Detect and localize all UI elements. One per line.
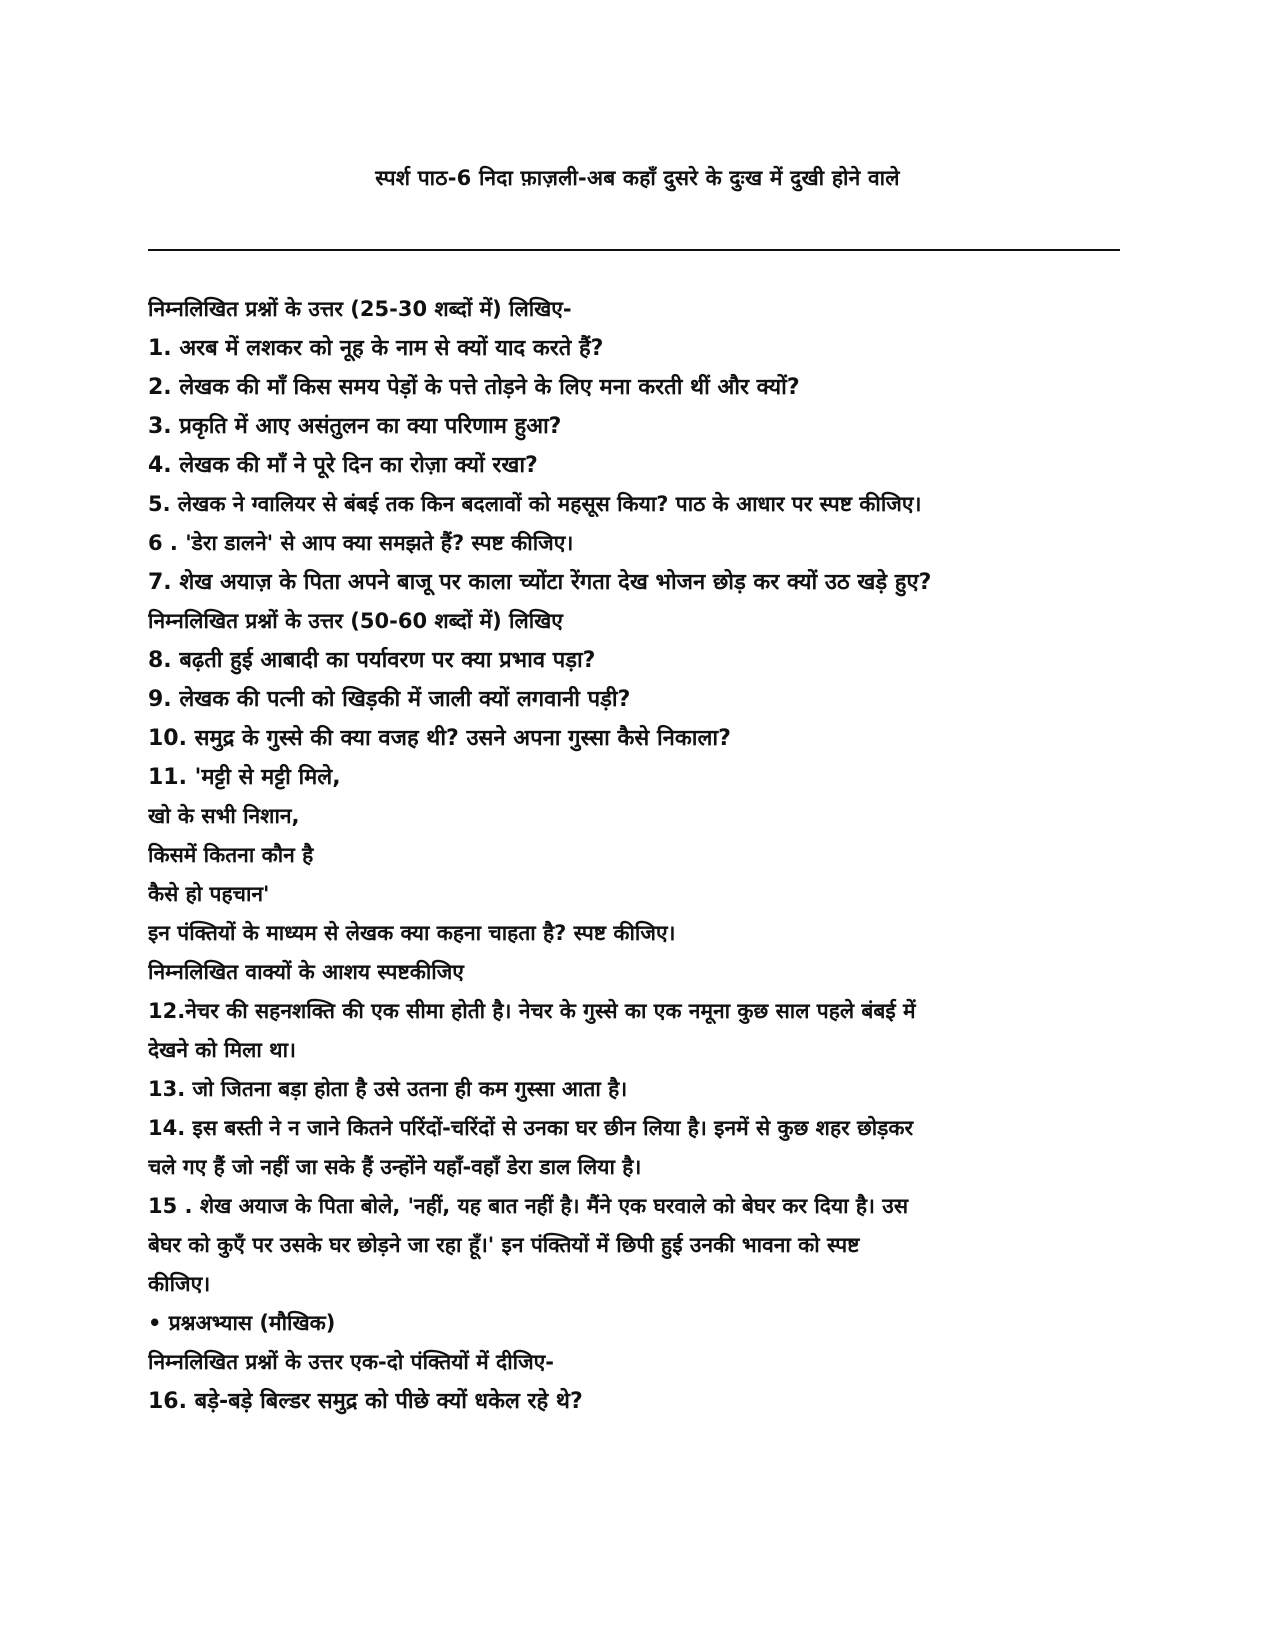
question-4: 4. लेखक की माँ ने पूरे दिन का रोज़ा क्यों रखा? xyxy=(148,453,538,478)
question-2: 2. लेखक की माँ किस समय पेड़ों के पत्ते तोड़ने के लिए मना करती थीं और क्यों? xyxy=(148,375,800,400)
question-14-line-1: 14. इस बस्ती ने न जाने कितने परिंदों-चरिंदों से उनका घर छीन लिया है। इनमें से कुछ शहर छोड़कर xyxy=(148,1116,914,1140)
question-8: 8. बढ़ती हुई आबादी का पर्यावरण पर क्या प्रभाव पड़ा? xyxy=(148,648,596,673)
question-15-line-2: बेघर को कुएँ पर उसके घर छोड़ने जा रहा हूँ।' इन पंक्तियों में छिपी हुई उनकी भावना को स्पष्ट xyxy=(148,1233,860,1257)
question-16: 16. बड़े-बड़े बिल्डर समुद्र को पीछे क्यों धकेल रहे थे? xyxy=(148,1389,583,1414)
question-10: 10. समुद्र के गुस्से की क्या वजह थी? उसने अपना गुस्सा कैसे निकाला? xyxy=(148,726,731,751)
section-heading-oral-practice: • प्रश्नअभ्यास (मौखिक) xyxy=(148,1311,336,1335)
section-heading-one-two-lines: निम्नलिखित प्रश्नों के उत्तर एक-दो पंक्तियों में दीजिए- xyxy=(148,1350,554,1374)
question-3: 3. प्रकृति में आए असंतुलन का क्या परिणाम हुआ? xyxy=(148,414,562,439)
question-11-verse-line-4: कैसे हो पहचान' xyxy=(148,882,270,906)
section-heading-meaning: निम्नलिखित वाक्यों के आशय स्पष्टकीजिए xyxy=(148,960,464,984)
section-heading-long-answers: निम्नलिखित प्रश्नों के उत्तर (50-60 शब्दों में) लिखिए xyxy=(148,609,563,633)
question-7: 7. शेख अयाज़ के पिता अपने बाजू पर काला च्योंटा रेंगता देख भोजन छोड़ कर क्यों उठ खड़े हुए? xyxy=(148,570,932,595)
section-heading-short-answers: निम्नलिखित प्रश्नों के उत्तर (25-30 शब्दों में) लिखिए- xyxy=(148,297,572,321)
document-title: स्पर्श पाठ-6 निदा फ़ाज़ली-अब कहाँ दुसरे के दुःख में दुखी होने वाले xyxy=(375,166,900,190)
question-13: 13. जो जितना बड़ा होता है उसे उतना ही कम गुस्सा आता है। xyxy=(148,1077,628,1101)
question-11-verse-line-1: 11. 'मट्टी से मट्टी मिले, xyxy=(148,765,341,790)
question-11-prompt: इन पंक्तियों के माध्यम से लेखक क्या कहना चाहता है? स्पष्ट कीजिए। xyxy=(148,921,676,945)
question-15-line-3: कीजिए। xyxy=(148,1272,211,1296)
question-5: 5. लेखक ने ग्वालियर से बंबई तक किन बदलावों को महसूस किया? पाठ के आधार पर स्पष्ट कीजिए। xyxy=(148,492,922,516)
question-12-line-2: देखने को मिला था। xyxy=(148,1038,296,1062)
question-9: 9. लेखक की पत्नी को खिड़की में जाली क्यों लगवानी पड़ी? xyxy=(148,687,631,712)
question-1: 1. अरब में लशकर को नूह के नाम से क्यों याद करते हैं? xyxy=(148,336,604,361)
title-divider xyxy=(148,249,1120,251)
question-14-line-2: चले गए हैं जो नहीं जा सके हैं उन्होंने यहाँ-वहाँ डेरा डाल लिया है। xyxy=(148,1155,642,1179)
question-15-line-1: 15 . शेख अयाज के पिता बोले, 'नहीं, यह बात नहीं है। मैंने एक घरवाले को बेघर कर दिया है। उस xyxy=(148,1194,909,1218)
question-6: 6 . 'डेरा डालने' से आप क्या समझते हैं? स्पष्ट कीजिए। xyxy=(148,531,574,555)
question-11-verse-line-3: किसमें कितना कौन है xyxy=(148,843,314,867)
question-12-line-1: 12.नेचर की सहनशक्ति की एक सीमा होती है। नेचर के गुस्से का एक नमूना कुछ साल पहले बंबई में xyxy=(148,999,916,1023)
question-11-verse-line-2: खो के सभी निशान, xyxy=(148,804,300,828)
document-body xyxy=(148,290,1123,1421)
